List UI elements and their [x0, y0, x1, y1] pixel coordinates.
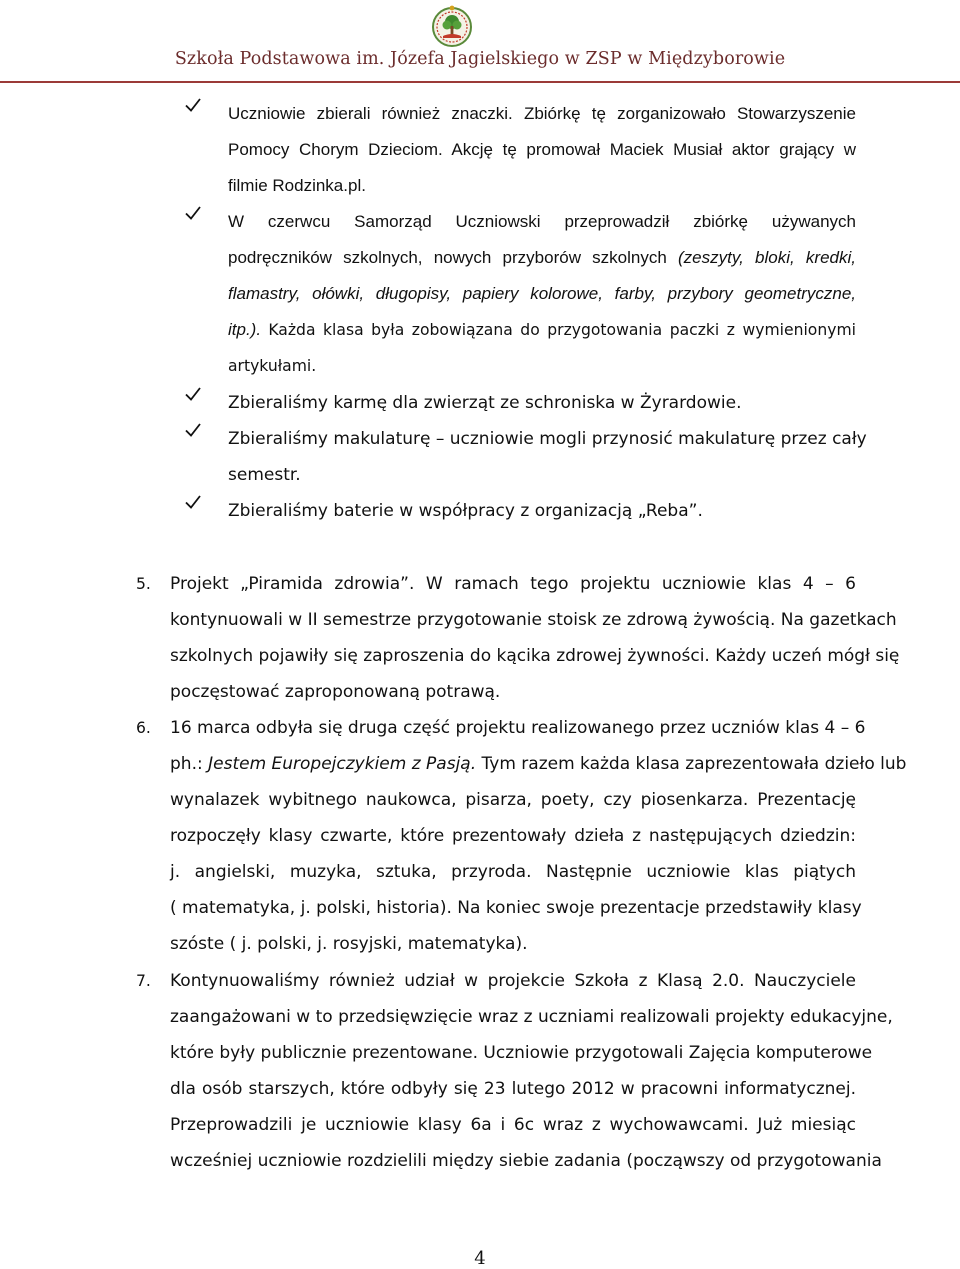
text-line: poczęstować zaproponowaną potrawą.	[170, 682, 501, 702]
text-segment: Każda klasa była zobowiązana do przygotowania paczki z wymienionymi	[268, 321, 856, 339]
bullet-item-pet-food	[228, 385, 856, 421]
numbered-item-7	[136, 963, 893, 1179]
bullet-item-batteries	[228, 493, 856, 529]
text-line: ( matematyka, j. polski, historia). Na koniec swoje prezentacje przedstawiły klasy	[170, 898, 862, 918]
text-line: 16 marca odbyła się druga część projektu realizowanego przez uczniów klas 4 – 6	[170, 718, 866, 738]
text-segment: podręczników szkolnych, nowych przyborów szkolnych	[228, 248, 667, 267]
text-segment: ph.:	[170, 754, 203, 774]
text-line: semestr.	[228, 465, 301, 485]
italic-segment: (zeszyty, bloki, kredki,	[678, 248, 856, 267]
header-divider	[0, 81, 960, 83]
checkmark-icon	[184, 96, 202, 114]
item-number: 7.	[136, 972, 151, 990]
bullet-item-waste-paper	[228, 421, 867, 493]
school-emblem-icon	[432, 4, 472, 50]
checkmark-icon	[184, 493, 202, 511]
text-line	[228, 276, 856, 312]
text-line: rozpoczęły klasy czwarte, które prezentowały dzieła z następujących dziedzin:	[170, 826, 856, 846]
text-line: zaangażowani w to przedsięwzięcie wraz z uczniami realizowali projekty edukacyjne,	[170, 1007, 893, 1027]
text-line: j. angielski, muzyka, sztuka, przyroda. Następnie uczniowie klas piątych	[170, 862, 856, 882]
text-line: Zbieraliśmy karmę dla zwierząt ze schroniska w Żyrardowie.	[228, 393, 742, 413]
text-line: wcześniej uczniowie rozdzielili między siebie zadania (począwszy od przygotowania	[170, 1151, 882, 1171]
text-line: kontynuowali w II semestrze przygotowanie stoisk ze zdrową żywością. Na gazetkach	[170, 610, 897, 630]
text-line	[170, 746, 907, 782]
text-line: szkolnych pojawiły się zaproszenia do kącika zdrowej żywności. Każdy uczeń mógł się	[170, 646, 900, 666]
text-line: Przeprowadzili je uczniowie klasy 6a i 6c wraz z wychowawcami. Już miesiąc	[170, 1115, 856, 1135]
page-header	[0, 0, 960, 84]
item-number: 5.	[136, 575, 151, 593]
italic-segment: itp.).	[228, 320, 262, 339]
text-line: filmie Rodzinka.pl.	[228, 176, 366, 195]
checkmark-icon	[184, 204, 202, 222]
text-line: wynalazek wybitnego naukowca, pisarza, poety, czy piosenkarza. Prezentację	[170, 790, 856, 810]
text-line: Projekt „Piramida zdrowia”. W ramach tego projektu uczniowie klas 4 – 6	[170, 574, 856, 594]
text-line: W czerwcu Samorząd Uczniowski przeprowadził zbiórkę używanych	[228, 212, 856, 231]
text-line: dla osób starszych, które odbyły się 23 lutego 2012 w pracowni informatycznej.	[170, 1079, 856, 1099]
text-line: które były publicznie prezentowane. Uczniowie przygotowali Zajęcia komputerowe	[170, 1043, 873, 1063]
school-name: Szkoła Podstawowa im. Józefa Jagielskiego w ZSP w Międzyborowie	[174, 49, 786, 69]
numbered-item-6	[136, 710, 907, 962]
text-line: Kontynuowaliśmy również udział w projekcie Szkoła z Klasą 2.0. Nauczyciele	[170, 971, 856, 991]
text-line: Zbieraliśmy makulaturę – uczniowie mogli przynosić makulaturę przez cały	[228, 429, 867, 449]
text-segment: Tym razem każda klasa zaprezentowała dzieło lub	[481, 754, 907, 774]
italic-segment: flamastry, ołówki, długopisy, papiery kolorowe, farby, przybory geometryczne,	[228, 284, 856, 303]
text-line: Zbieraliśmy baterie w współpracy z organizacją „Reba”.	[228, 501, 703, 521]
text-line: artykułami.	[228, 357, 317, 375]
checkmark-icon	[184, 385, 202, 403]
text-line: szóste ( j. polski, j. rosyjski, matematyka).	[170, 934, 528, 954]
bullet-item-textbooks	[228, 204, 856, 384]
text-line	[228, 312, 856, 348]
numbered-item-5	[136, 566, 900, 710]
bullet-item-stamps	[228, 96, 856, 204]
page-number: 4	[474, 1248, 486, 1269]
text-line: Uczniowie zbierali również znaczki. Zbiórkę tę zorganizowało Stowarzyszenie	[228, 104, 856, 123]
checkmark-icon	[184, 421, 202, 439]
italic-segment: Jestem Europejczykiem z Pasją.	[208, 754, 477, 774]
item-number: 6.	[136, 719, 151, 737]
text-line	[228, 240, 856, 276]
text-line: Pomocy Chorym Dzieciom. Akcję tę promował Maciek Musiał aktor grający w	[228, 140, 856, 159]
